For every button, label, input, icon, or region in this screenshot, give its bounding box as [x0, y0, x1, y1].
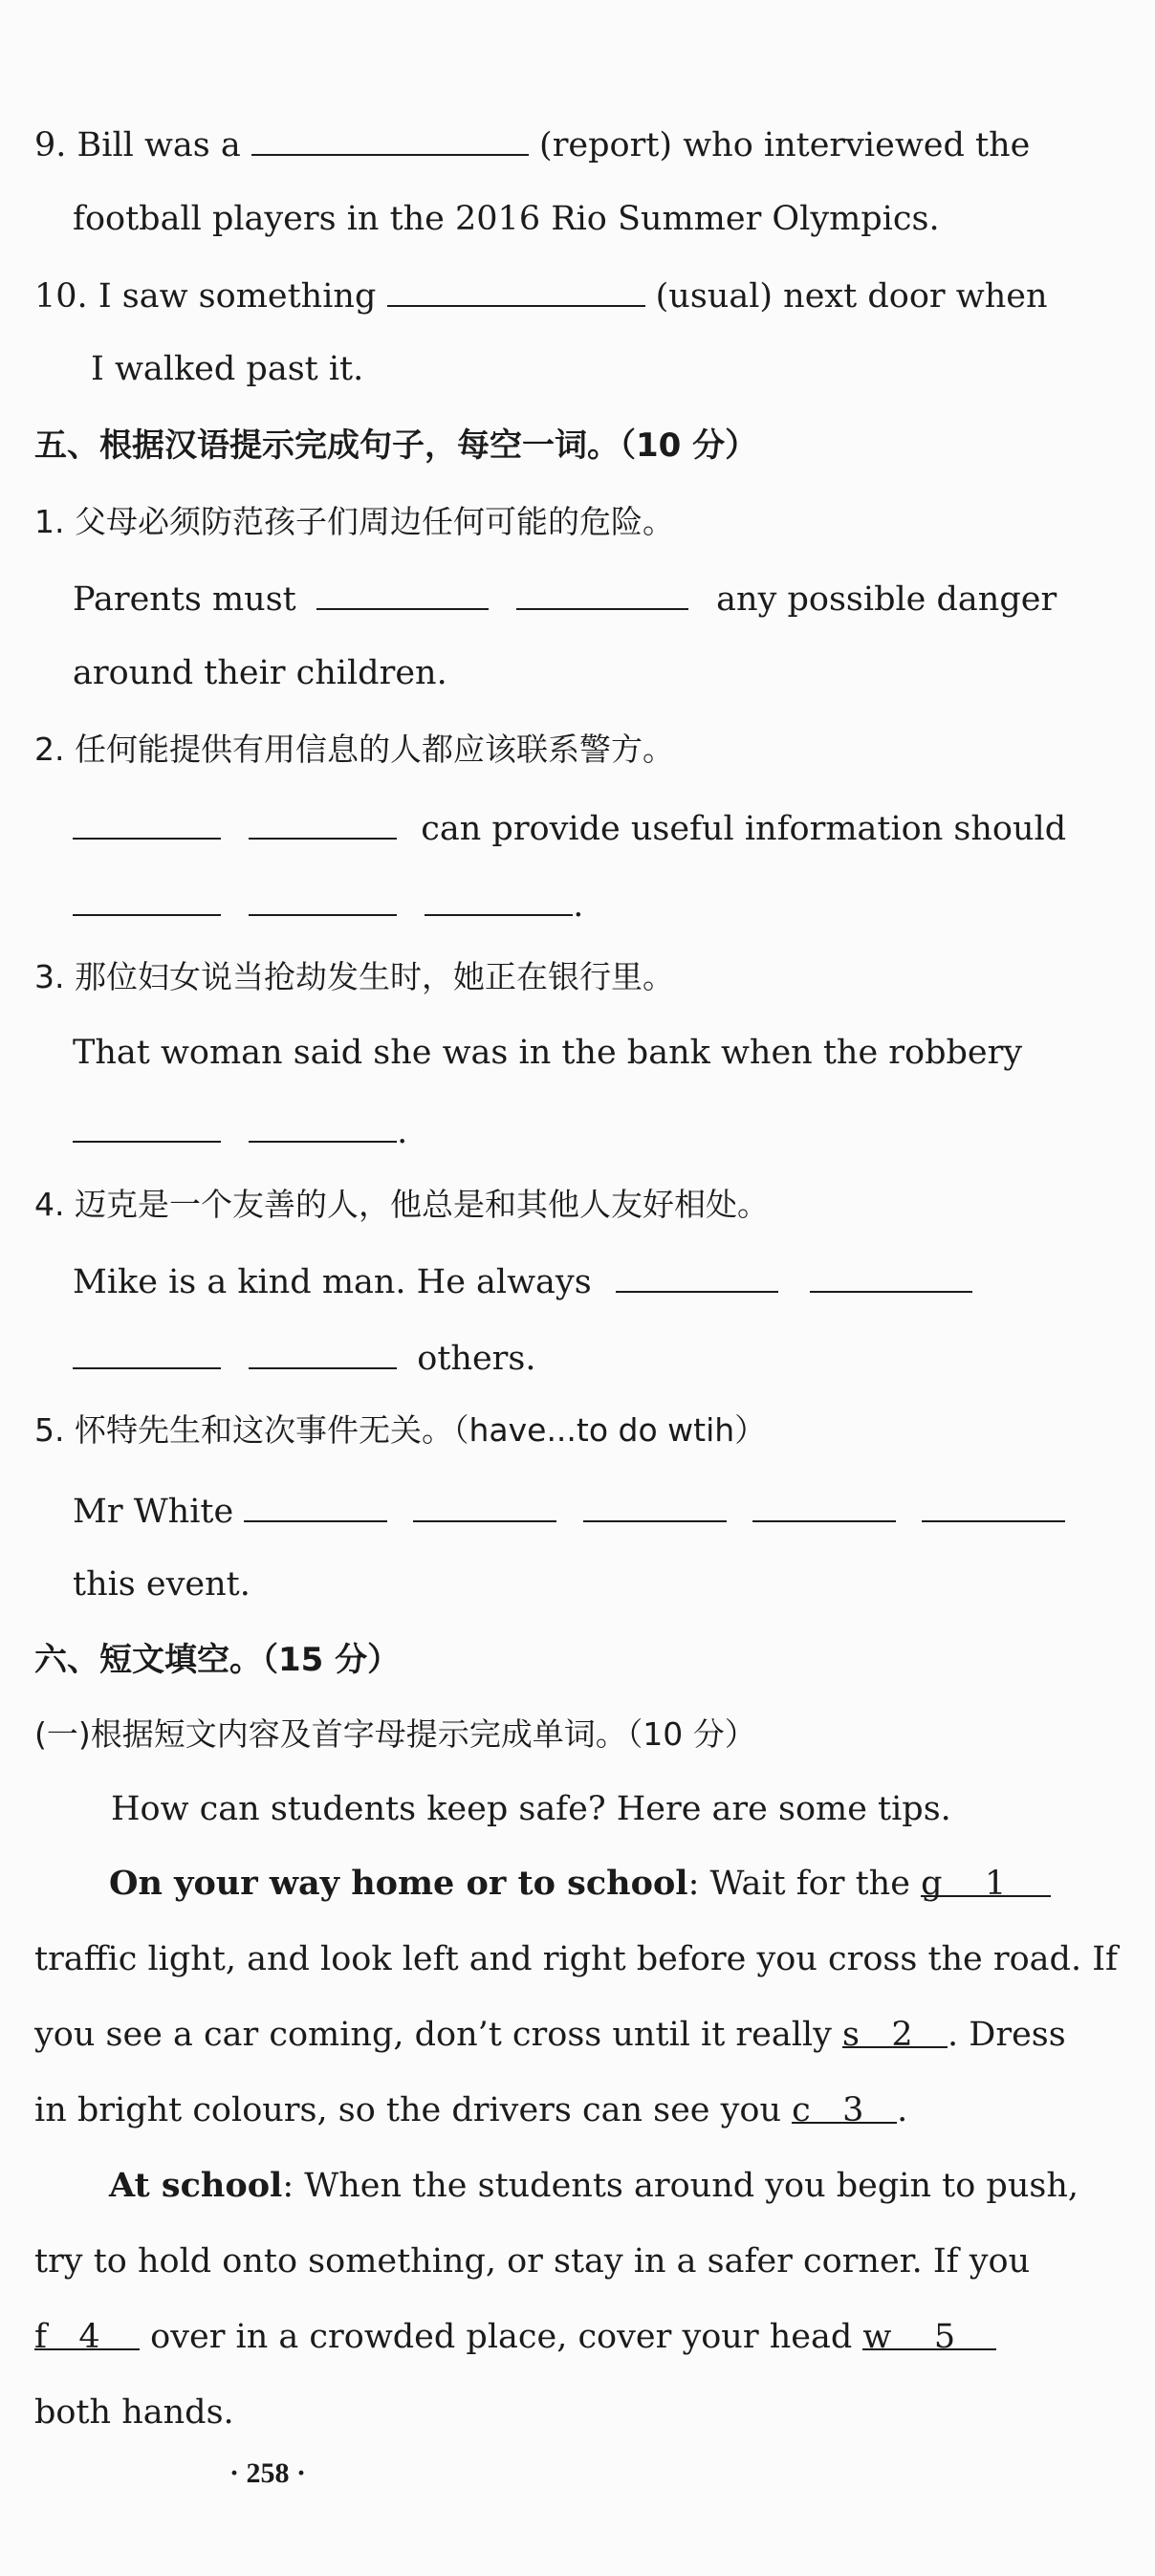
section-6-subheading: (一)根据短文内容及首字母提示完成单词。（10 分） — [34, 1715, 756, 1753]
answer-blank[interactable] — [810, 1256, 972, 1293]
question-text: (report) who interviewed the — [539, 126, 1031, 164]
s5-q2-blanks — [73, 880, 1155, 928]
answer-blank[interactable] — [413, 1486, 556, 1522]
s5-q2-english — [73, 803, 1155, 852]
answer-blank[interactable] — [316, 574, 489, 610]
passage-text: : Wait for the — [687, 1865, 910, 1903]
answer-blank[interactable] — [249, 803, 397, 840]
question-text: Bill was a — [76, 126, 241, 164]
s5-q1-continued: around their children. — [73, 654, 447, 692]
period: . — [397, 1113, 408, 1151]
question-9-continued: football players in the 2016 Rio Summer Olympics. — [73, 200, 940, 238]
blank-number: 2 — [891, 2016, 913, 2054]
s5-q2-chinese: 2. 任何能提供有用信息的人都应该联系警方。 — [34, 731, 674, 768]
s5-q5-english — [73, 1486, 1155, 1535]
question-10 — [34, 271, 1155, 319]
hint-letter: w — [862, 2318, 892, 2356]
s5-q4-blanks — [73, 1333, 1155, 1382]
question-text: Parents must — [73, 580, 296, 619]
s5-q3-blanks — [73, 1106, 1155, 1155]
passage-line — [109, 2163, 1155, 2209]
paragraph-label: On your way home or to school — [109, 1864, 688, 1903]
answer-blank[interactable] — [922, 1486, 1065, 1522]
blank-number: 4 — [78, 2318, 100, 2356]
passage-line: traffic light, and look left and right before you cross the road. If — [34, 1940, 1118, 1978]
question-text: Mike is a kind man. He always — [73, 1263, 592, 1301]
passage-line — [34, 2314, 1155, 2360]
answer-blank[interactable] — [73, 803, 221, 840]
paragraph-label: At school — [109, 2166, 283, 2205]
blank-number: 5 — [933, 2318, 956, 2356]
answer-blank[interactable] — [387, 271, 645, 307]
s5-q4-english — [73, 1256, 1155, 1305]
passage-line: try to hold onto something, or stay in a safer corner. If you — [34, 2242, 1031, 2281]
s5-q4-chinese: 4. 迈克是一个友善的人，他总是和其他人友好相处。 — [34, 1186, 769, 1223]
answer-blank[interactable] — [251, 120, 529, 156]
answer-blank-3[interactable] — [792, 2087, 897, 2129]
question-text: I saw something — [98, 277, 377, 316]
answer-blank-4[interactable] — [34, 2314, 140, 2356]
answer-blank[interactable] — [425, 880, 573, 916]
answer-blank[interactable] — [249, 880, 397, 916]
passage-text: over in a crowded place, cover your head — [150, 2318, 853, 2356]
passage-line — [109, 1861, 1155, 1907]
answer-blank[interactable] — [73, 1106, 221, 1143]
period: . — [573, 886, 584, 925]
answer-blank[interactable] — [752, 1486, 896, 1522]
answer-blank[interactable] — [583, 1486, 727, 1522]
blank-number: 1 — [984, 1865, 1007, 1903]
s5-q1-english — [73, 574, 1155, 622]
s5-q5-continued: this event. — [73, 1565, 251, 1604]
passage-text: . — [897, 2091, 908, 2129]
hint-letter: s — [842, 2016, 861, 2054]
answer-blank[interactable] — [249, 1106, 397, 1143]
question-number: 10. — [34, 277, 88, 316]
answer-blank-1[interactable] — [921, 1861, 1051, 1903]
s5-q3-chinese: 3. 那位妇女说当抢劫发生时，她正在银行里。 — [34, 958, 674, 995]
question-text: Mr White — [73, 1493, 234, 1531]
answer-blank[interactable] — [616, 1256, 778, 1293]
passage-line: both hands. — [34, 2393, 234, 2432]
question-9 — [34, 120, 1038, 168]
passage-text: . Dress — [948, 2016, 1066, 2054]
question-text: (usual) next door when — [655, 277, 1048, 316]
passage-line — [34, 2012, 1155, 2058]
answer-blank[interactable] — [73, 1333, 221, 1369]
passage-text: in bright colours, so the drivers can see you — [34, 2091, 782, 2129]
answer-blank[interactable] — [244, 1486, 387, 1522]
question-number: 9. — [34, 126, 67, 164]
answer-blank-2[interactable] — [842, 2012, 948, 2054]
section-5-heading: 五、根据汉语提示完成句子，每空一词。（10 分） — [34, 426, 758, 465]
blank-number: 3 — [842, 2091, 864, 2129]
hint-letter: g — [921, 1865, 943, 1903]
answer-blank[interactable] — [516, 574, 688, 610]
passage-line — [34, 2087, 1155, 2133]
question-text: any possible danger — [716, 580, 1057, 619]
hint-letter: c — [792, 2091, 811, 2129]
answer-blank[interactable] — [73, 880, 221, 916]
s5-q5-chinese: 5. 怀特先生和这次事件无关。（have...to do wtih） — [34, 1411, 767, 1449]
question-text: can provide useful information should — [421, 810, 1067, 848]
passage-text: you see a car coming, don’t cross until it really — [34, 2016, 832, 2054]
hint-letter: f — [34, 2318, 47, 2356]
question-text: others. — [417, 1340, 536, 1378]
answer-blank-5[interactable] — [862, 2314, 996, 2356]
s5-q3-english: That woman said she was in the bank when the robbery — [73, 1034, 1023, 1072]
s5-q1-chinese: 1. 父母必须防范孩子们周边任何可能的危险。 — [34, 503, 674, 540]
page-number: · 258 · — [229, 2457, 306, 2489]
passage-intro: How can students keep safe? Here are some tips. — [111, 1790, 951, 1828]
answer-blank[interactable] — [249, 1333, 397, 1369]
passage-text: : When the students around you begin to push, — [282, 2167, 1079, 2205]
section-6-heading: 六、短文填空。（15 分） — [34, 1641, 401, 1679]
question-10-continued: I walked past it. — [91, 350, 364, 388]
